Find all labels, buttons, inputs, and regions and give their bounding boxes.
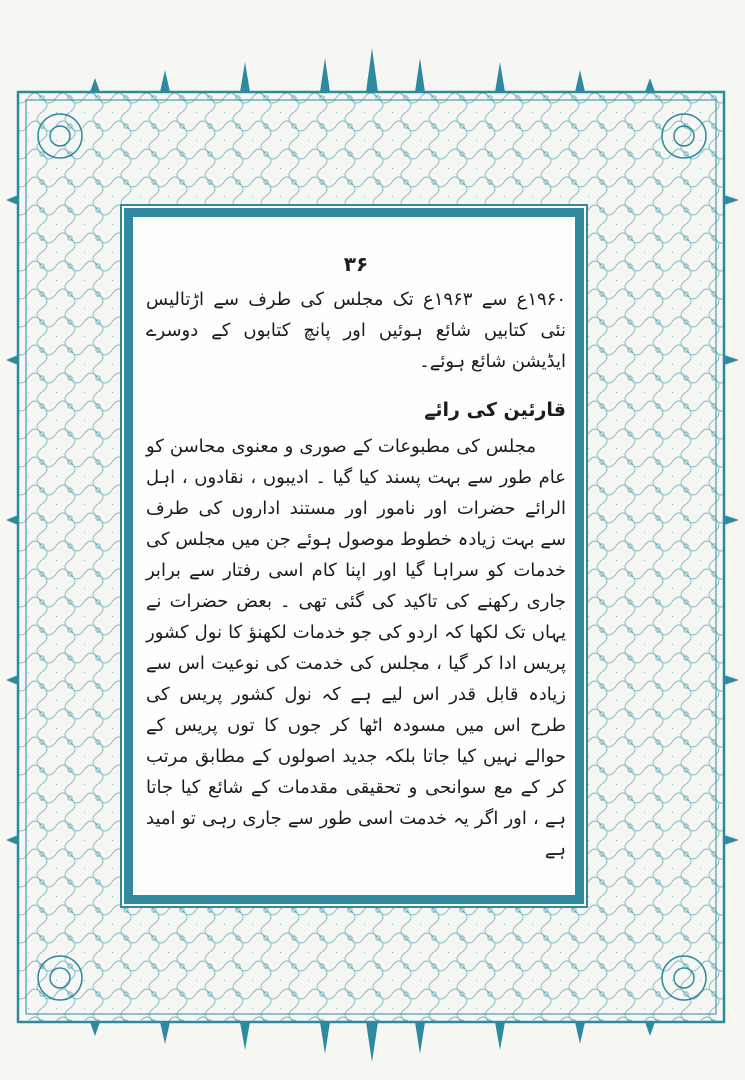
page-number: ۳۶ — [343, 252, 369, 276]
intro-paragraph: ۱۹۶۰ع سے ۱۹۶۳ع تک مجلس کی طرف سے اڑتالیس نئی کتابیں شائع ہوئیں اور پانچ کتابوں کے دوسرے ایڈیشن شائع ہوئے۔ — [146, 289, 566, 372]
page-content — [146, 252, 566, 892]
body-paragraph: مجلس کی مطبوعات کے صوری و معنوی محاسن کو عام طور سے بہت پسند کیا گیا ۔ ادیبوں ، نقادوں ، اہل الرائے حضرات اور نامور اور مستند اداروں کی طرف سے بہت زیادہ خطوط موصول ہوئے جن میں مجلس کی خدمات کو سراہا گیا اور اپنا کام اسی رفتار سے برابر جاری رکھنے کی تاکید کی گئی تھی ۔ بعض حضرات نے یہاں تک لکھا کہ اردو کی جو خدمات لکھنؤ کا نول کشور پریس ادا کر گیا ، مجلس کی خدمت کی نوعیت اس سے زیادہ قابل قدر اس لیے ہے کہ نول کشور پریس کی طرح اس میں مسودہ اٹھا کر جوں کا توں پریس کے حوالے نہیں کیا جاتا بلکہ جدید اصولوں کے مطابق مرتب کر کے مع سوانحی و تحقیقی مقدمات کے شائع کیا جاتا ہے ، اور اگر یہ خدمت اسی طور سے جاری رہی تو امید ہے — [146, 436, 566, 860]
section-heading: قارئین کی رائے — [424, 399, 566, 421]
